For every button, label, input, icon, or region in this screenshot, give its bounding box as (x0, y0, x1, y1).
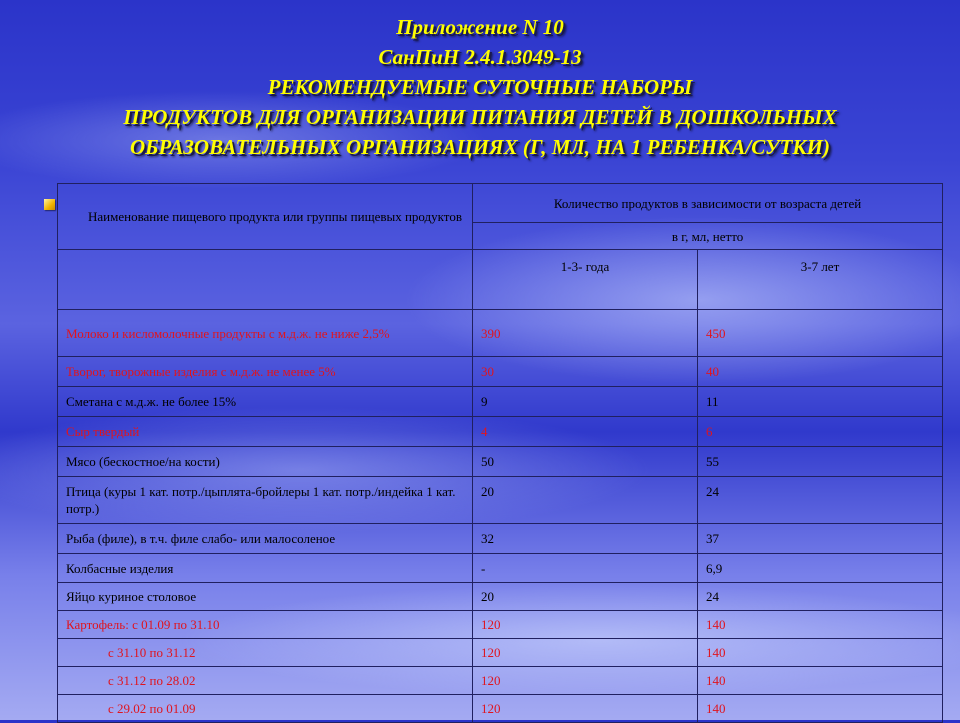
row-value-1-3: 120 (473, 695, 698, 723)
header-row (58, 184, 943, 223)
row-name: Яйцо куриное столовое (58, 583, 473, 611)
row-value-1-3: - (473, 554, 698, 583)
row-value-3-7: 24 (698, 583, 943, 611)
row-value-1-3: 120 (473, 667, 698, 695)
table-row (58, 639, 943, 667)
title-line-4: ПРОДУКТОВ ДЛЯ ОРГАНИЗАЦИИ ПИТАНИЯ ДЕТЕЙ В ДОШКОЛЬНЫХ (123, 105, 837, 129)
row-value-3-7: 55 (698, 447, 943, 477)
row-name: Картофель: с 01.09 по 31.10 (58, 611, 473, 639)
title-line-2: СанПиН 2.4.1.3049-13 (378, 45, 582, 69)
slide-title (0, 12, 960, 162)
table-row (58, 695, 943, 723)
header-quantity: Количество продуктов в зависимости от возраста детей (473, 184, 943, 223)
food-table (57, 183, 943, 723)
row-name: Сыр твердый (58, 417, 473, 447)
table-row (58, 554, 943, 583)
table-row (58, 417, 943, 447)
row-name: Колбасные изделия (58, 554, 473, 583)
row-value-3-7: 140 (698, 639, 943, 667)
row-value-1-3: 32 (473, 524, 698, 554)
header-product: Наименование пищевого продукта или группы пищевых продуктов (58, 184, 473, 250)
header-unit: в г, мл, нетто (473, 223, 943, 250)
row-value-1-3: 50 (473, 447, 698, 477)
row-name: Рыба (филе), в т.ч. филе слабо- или малосоленое (58, 524, 473, 554)
table-row (58, 583, 943, 611)
row-value-3-7: 40 (698, 357, 943, 387)
row-value-1-3: 20 (473, 477, 698, 524)
row-name: Молоко и кисломолочные продукты с м.д.ж. не ниже 2,5% (58, 310, 473, 357)
row-value-1-3: 390 (473, 310, 698, 357)
table-row (58, 477, 943, 524)
row-value-1-3: 4 (473, 417, 698, 447)
row-value-1-3: 20 (473, 583, 698, 611)
row-value-3-7: 37 (698, 524, 943, 554)
row-value-1-3: 120 (473, 639, 698, 667)
table-row (58, 447, 943, 477)
row-name: с 29.02 по 01.09 (58, 695, 473, 723)
table-row (58, 611, 943, 639)
row-value-1-3: 30 (473, 357, 698, 387)
table-row (58, 310, 943, 357)
title-line-5: ОБРАЗОВАТЕЛЬНЫХ ОРГАНИЗАЦИЯХ (Г, МЛ, НА 1 РЕБЕНКА/СУТКИ) (130, 135, 830, 159)
row-name: Мясо (бескостное/на кости) (58, 447, 473, 477)
row-value-1-3: 9 (473, 387, 698, 417)
header-age-3-7: 3-7 лет (698, 250, 943, 310)
header-age-1-3: 1-3- года (473, 250, 698, 310)
row-value-3-7: 6 (698, 417, 943, 447)
table-row (58, 357, 943, 387)
row-name: Птица (куры 1 кат. потр./цыплята-бройлеры 1 кат. потр./индейка 1 кат. потр.) (58, 477, 473, 524)
title-line-3: РЕКОМЕНДУЕМЫЕ СУТОЧНЫЕ НАБОРЫ (267, 75, 693, 99)
row-name: Сметана с м.д.ж. не более 15% (58, 387, 473, 417)
row-name: с 31.12 по 28.02 (58, 667, 473, 695)
row-value-3-7: 24 (698, 477, 943, 524)
row-value-3-7: 140 (698, 667, 943, 695)
row-name: с 31.10 по 31.12 (58, 639, 473, 667)
row-value-3-7: 140 (698, 611, 943, 639)
row-value-3-7: 140 (698, 695, 943, 723)
row-value-3-7: 11 (698, 387, 943, 417)
title-line-1: Приложение N 10 (396, 15, 564, 39)
bullet-icon (44, 199, 55, 210)
table-row (58, 667, 943, 695)
table-row (58, 524, 943, 554)
row-value-3-7: 6,9 (698, 554, 943, 583)
row-value-1-3: 120 (473, 611, 698, 639)
header-age-row (58, 250, 943, 310)
table-row (58, 387, 943, 417)
header-empty (58, 250, 473, 310)
row-name: Творог, творожные изделия с м.д.ж. не менее 5% (58, 357, 473, 387)
row-value-3-7: 450 (698, 310, 943, 357)
